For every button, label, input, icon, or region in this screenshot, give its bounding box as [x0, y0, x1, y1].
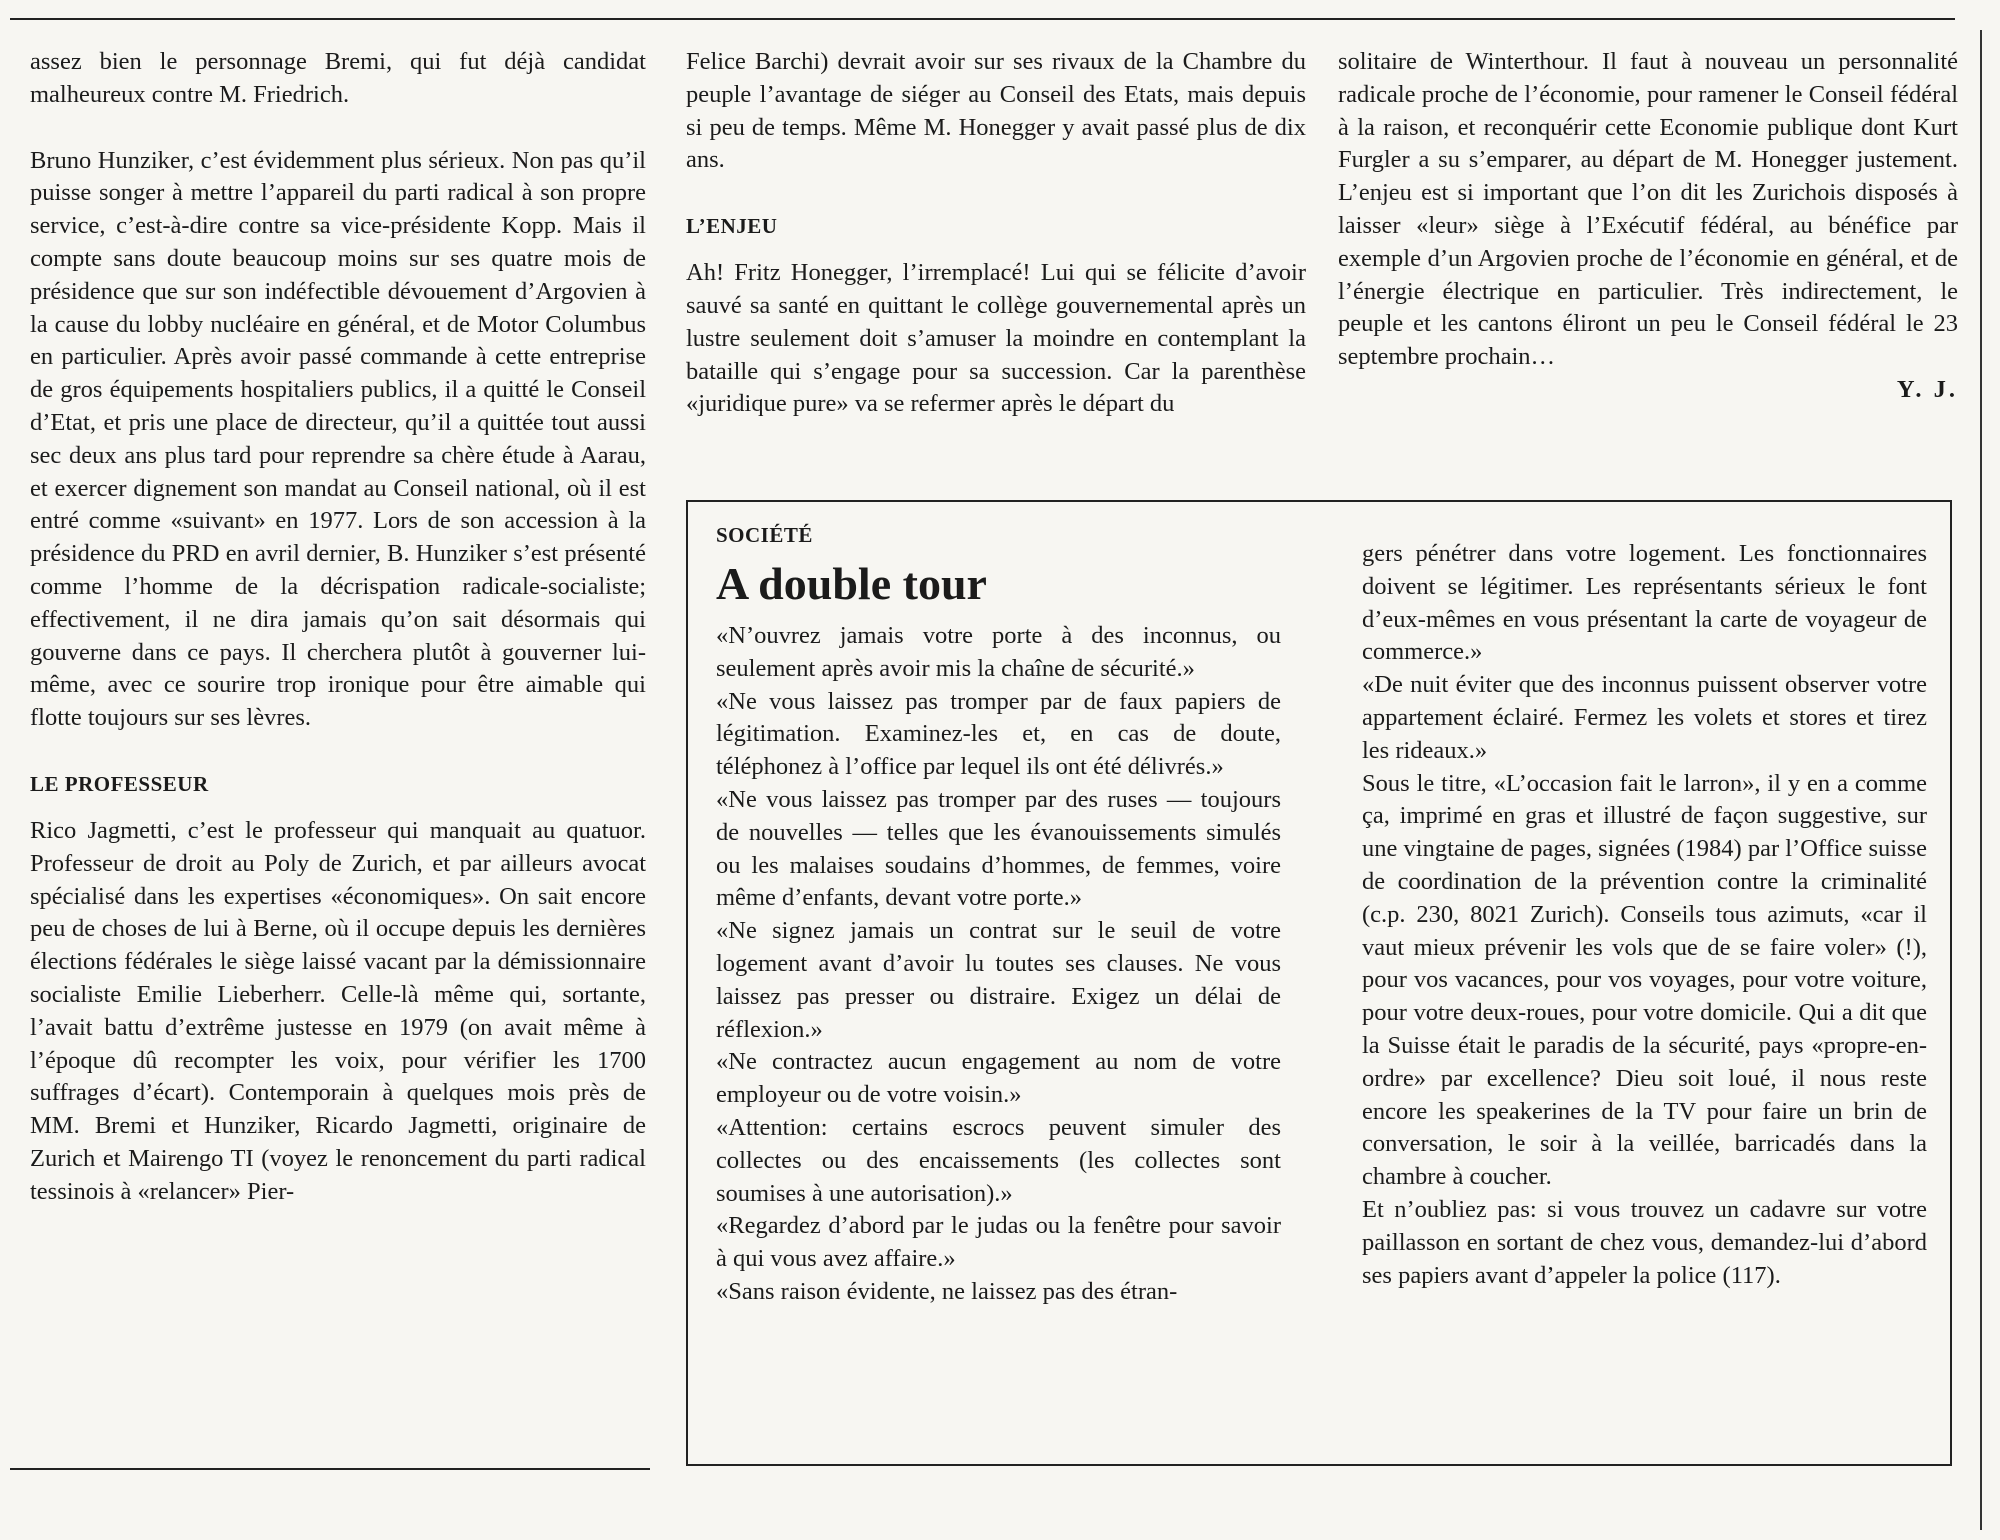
paragraph: Rico Jagmetti, c’est le professeur qui manquait au quatuor. Professeur de droit au Poly de Zurich, et par ailleurs avocat spécialisé dans les expertises «économiques». On sait encore peu de choses de lui à Berne, où il occupe depuis les dernières élections fédérales le siège laissé vacant par la démissionnaire socialiste Emilie Lieberherr. Celle-là même qui, sortante, l’avait battu d’extrême justesse en 1979 (on avait même à l’époque dû recompter les voix, pour vérifier les 1700 suffrages d’écart). Contemporain à quelques mois près de MM. Bremi et Hunziker, Ricardo Jagmetti, originaire de Zurich et Mairengo TI (voyez le renoncement du parti radical tessinois à «relancer» Pier-	[30, 816, 646, 1205]
article-kicker: SOCIÉTÉ	[716, 523, 813, 547]
boxed-article-column-2	[1362, 538, 1927, 1292]
quote-paragraph: «Attention: certains escrocs peuvent simuler des collectes ou des encaissements (les collectes sont soumises à une autorisation).»	[716, 1113, 1281, 1207]
section-heading-enjeu: L’ENJEU	[686, 214, 778, 239]
quote-paragraph: «Regardez d’abord par le judas ou la fenêtre pour savoir à qui vous avez affaire.»	[716, 1212, 1281, 1273]
paragraph: solitaire de Winterthour. Il faut à nouveau un personnalité radicale proche de l’économie, pour ramener le Conseil fédéral à la raison, et reconquérir cette Economie publique dont Kurt Furgler a su s’emparer, au départ de M. Honegger justement. L’enjeu est si important que l’on dit les Zurichois disposés à laisser «leur» siège à l’Exécutif fédéral, au bénéfice par exemple d’un Argovien proche de l’économie en général, et de l’énergie électrique en particulier. Très indirectement, le peuple et les cantons éliront un peu le Conseil fédéral le 23 septembre prochain…	[1338, 48, 1958, 371]
quote-paragraph: «Ne vous laissez pas tromper par de faux papiers de légitimation. Examinez-les et, en cas de doute, téléphonez à l’office par lequel ils ont été délivrés.»	[716, 687, 1281, 781]
quote-paragraph: «Ne signez jamais un contrat sur le seuil de votre logement avant d’avoir lu toutes ses clauses. Ne vous laissez pas presser ou distraire. Exigez un délai de réflexion.»	[716, 917, 1281, 1043]
paragraph: Bruno Hunziker, c’est évidemment plus sérieux. Non pas qu’il puisse songer à mettre l’appareil du parti radical à son propre service, c’est-à-dire contre sa vice-présidente Kopp. Mais il compte sans doute beaucoup moins sur ses quatre mois de présidence que sur son indéfectible dévouement d’Argovien à la cause du lobby nucléaire en général, et de Motor Columbus en particulier. Après avoir passé commande à cette entreprise de gros équipements hospitaliers publics, il a quitté le Conseil d’Etat, et pris une place de directeur, qu’il a quittée tout aussi sec deux ans plus tard pour reprendre sa chère étude à Aarau, et exercer dignement son mandat au Conseil national, où il est entré comme «suivant» en 1977. Lors de son accession à la présidence du PRD en avril dernier, B. Hunziker s’est présenté comme l’homme de la décrispation radicale-socialiste; effectivement, il ne dira jamais qu’on sait désormais qui gouverne dans ce pays. Il cherchera plutôt à gouverner lui-même, avec ce sourire trop ironique pour être aimable qui flotte toujours sur ses lèvres.	[30, 146, 646, 732]
section-heading-professeur: LE PROFESSEUR	[30, 771, 209, 796]
bottom-rule	[10, 1468, 650, 1470]
quote-paragraph: gers pénétrer dans votre logement. Les fonctionnaires doivent se légitimer. Les représentants sérieux le font d’eux-mêmes en vous présentant la carte de voyageur de commerce.»	[1362, 540, 1927, 666]
paragraph: Et n’oubliez pas: si vous trouvez un cadavre sur votre paillasson en sortant de chez vous, demandez-lui d’abord ses papiers avant d’appeler la police (117).	[1362, 1195, 1927, 1289]
author-signature: Y. J.	[1896, 375, 1958, 403]
paragraph: assez bien le personnage Bremi, qui fut déjà candidat malheureux contre M. Friedrich.	[30, 48, 646, 108]
boxed-article-column-1	[716, 520, 1281, 1309]
paragraph: Ah! Fritz Honegger, l’irremplacé! Lui qui se félicite d’avoir sauvé sa santé en quittant le collège gouvernemental après un lustre seulement doit s’amuser la moindre en contemplant la bataille qui s’engage pour sa succession. Car la parenthèse «juridique pure» va se refermer après le départ du	[686, 259, 1306, 418]
right-edge-rule	[1980, 30, 1982, 1530]
quote-paragraph: «N’ouvrez jamais votre porte à des inconnus, ou seulement après avoir mis la chaîne de sécurité.»	[716, 622, 1281, 682]
quote-paragraph: «Sans raison évidente, ne laissez pas des étran-	[716, 1277, 1178, 1305]
paragraph: Felice Barchi) devrait avoir sur ses rivaux de la Chambre du peuple l’avantage de siéger au Conseil des Etats, mais depuis si peu de temps. Même M. Honegger y avait passé plus de dix ans.	[686, 48, 1306, 174]
column-2	[686, 46, 1306, 421]
column-1	[30, 46, 646, 1209]
quote-paragraph: «Ne vous laissez pas tromper par des ruses — toujours de nouvelles — telles que les évanouissements simulés ou les malaises soudains d’hommes, de femmes, voire même d’enfants, devant votre porte.»	[716, 785, 1281, 912]
quote-paragraph: «De nuit éviter que des inconnus puissent observer votre appartement éclairé. Fermez les volets et stores et tirez les rideaux.»	[1362, 671, 1927, 764]
quote-paragraph: «Ne contractez aucun engagement au nom de votre employeur ou de votre voisin.»	[716, 1048, 1281, 1109]
paragraph: Sous le titre, «L’occasion fait le larron», il y en a comme ça, imprimé en gras et illustré de façon suggestive, sur une vingtaine de pages, signées (1984) par l’Office suisse de coordination de la prévention contre la criminalité (c.p. 230, 8021 Zurich). Conseils tous azimuts, «car il vaut mieux prévenir les vols que de se faire voler» (!), pour vos vacances, pour vos voyages, pour votre voiture, pour votre deux-roues, pour votre domicile. Qui a dit que la Suisse était le paradis de la sécurité, pays «propre-en-ordre» par excellence? Dieu soit loué, il nous reste encore les speakerines de la TV pour faire un brin de conversation, le soir à la veillée, barricadés dans la chambre à coucher.	[1362, 769, 1927, 1191]
top-rule	[10, 18, 1955, 20]
article-title: A double tour	[716, 558, 987, 609]
column-3	[1338, 46, 1958, 407]
